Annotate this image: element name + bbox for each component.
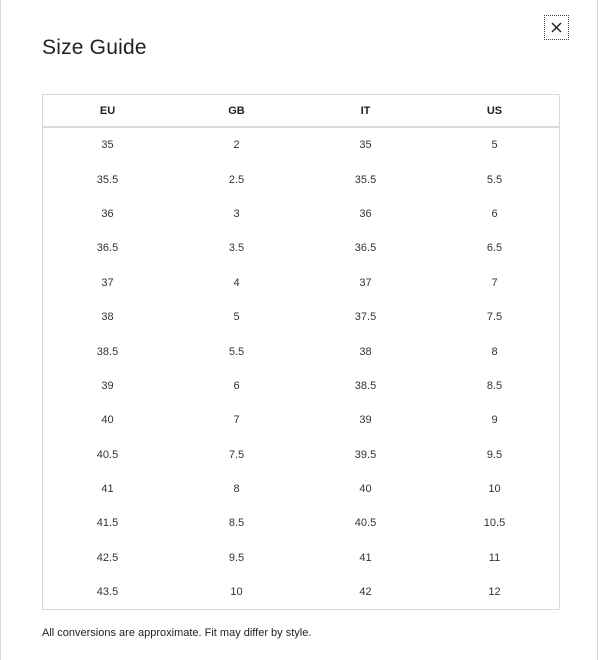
size-cell-it: 39 [359, 414, 372, 427]
size-cell-eu: 36.5 [96, 242, 119, 255]
size-cell-gb: 4 [233, 276, 240, 289]
size-cell-it: 40 [359, 483, 372, 496]
size-cell-gb: 5 [233, 311, 240, 324]
size-cell-gb: 7.5 [228, 448, 245, 461]
size-cell-gb: 8.5 [228, 517, 245, 530]
size-cell-eu: 35.5 [96, 173, 119, 186]
size-cell-eu: 42.5 [96, 551, 119, 564]
size-cell-us: 5.5 [486, 173, 503, 186]
size-cell-gb: 2 [233, 139, 240, 152]
close-button[interactable] [544, 15, 569, 40]
table-row [43, 472, 559, 506]
size-cell-gb: 2.5 [228, 173, 245, 186]
size-cell-us: 7.5 [486, 311, 503, 324]
size-cell-gb: 5.5 [228, 345, 245, 358]
size-cell-gb: 3.5 [228, 242, 245, 255]
size-cell-it: 40.5 [354, 517, 377, 530]
size-cell-us: 6.5 [486, 242, 503, 255]
header-gb: GB [172, 95, 301, 127]
size-cell-gb: 3 [233, 207, 240, 220]
size-cell-us: 8 [491, 345, 498, 358]
size-cell-eu: 43.5 [96, 586, 119, 599]
size-cell-gb: 10 [230, 586, 243, 599]
size-cell-gb: 7 [233, 414, 240, 427]
size-cell-us: 6 [491, 207, 498, 220]
size-cell-it: 37.5 [354, 311, 377, 324]
size-cell-it: 35.5 [354, 173, 377, 186]
size-cell-us: 8.5 [486, 379, 503, 392]
table-row [43, 403, 559, 437]
table-row [43, 369, 559, 403]
size-cell-eu: 41.5 [96, 517, 119, 530]
header-eu: EU [43, 95, 172, 127]
size-cell-eu: 40.5 [96, 448, 119, 461]
size-cell-eu: 38 [101, 311, 114, 324]
size-cell-eu: 35 [101, 139, 114, 152]
size-cell-it: 35 [359, 139, 372, 152]
size-cell-eu: 36 [101, 207, 114, 220]
table-row [43, 197, 559, 231]
size-cell-us: 12 [488, 586, 501, 599]
table-row [43, 162, 559, 196]
close-icon [551, 22, 562, 33]
size-cell-us: 10 [488, 483, 501, 496]
size-cell-gb: 6 [233, 379, 240, 392]
size-cell-eu: 38.5 [96, 345, 119, 358]
size-cell-us: 9.5 [486, 448, 503, 461]
size-cell-it: 36.5 [354, 242, 377, 255]
size-cell-us: 11 [488, 551, 501, 564]
table-row [43, 127, 559, 162]
size-cell-gb: 8 [233, 483, 240, 496]
size-cell-it: 37 [359, 276, 372, 289]
header-it: IT [301, 95, 430, 127]
size-cell-us: 5 [491, 139, 498, 152]
size-table-container [42, 94, 560, 610]
size-cell-us: 10.5 [483, 517, 506, 530]
table-row [43, 541, 559, 575]
size-cell-gb: 9.5 [228, 551, 245, 564]
size-cell-it: 41 [359, 551, 372, 564]
size-cell-it: 39.5 [354, 448, 377, 461]
table-row [43, 575, 559, 609]
size-cell-it: 36 [359, 207, 372, 220]
size-cell-eu: 40 [101, 414, 114, 427]
table-row [43, 266, 559, 300]
size-cell-eu: 37 [101, 276, 114, 289]
size-cell-us: 7 [491, 276, 498, 289]
table-header-row [43, 95, 559, 127]
size-cell-it: 38 [359, 345, 372, 358]
size-cell-eu: 39 [101, 379, 114, 392]
size-cell-it: 38.5 [354, 379, 377, 392]
size-cell-eu: 41 [101, 483, 114, 496]
table-row [43, 506, 559, 540]
table-row [43, 300, 559, 334]
table-row [43, 231, 559, 265]
size-table [43, 95, 559, 609]
size-cell-it: 42 [359, 586, 372, 599]
header-us: US [430, 95, 559, 127]
dialog-title: Size Guide [42, 36, 147, 59]
footnote: All conversions are approximate. Fit may differ by style. [42, 627, 312, 639]
size-cell-us: 9 [491, 414, 498, 427]
table-row [43, 334, 559, 368]
table-body [43, 127, 559, 609]
table-row [43, 438, 559, 472]
